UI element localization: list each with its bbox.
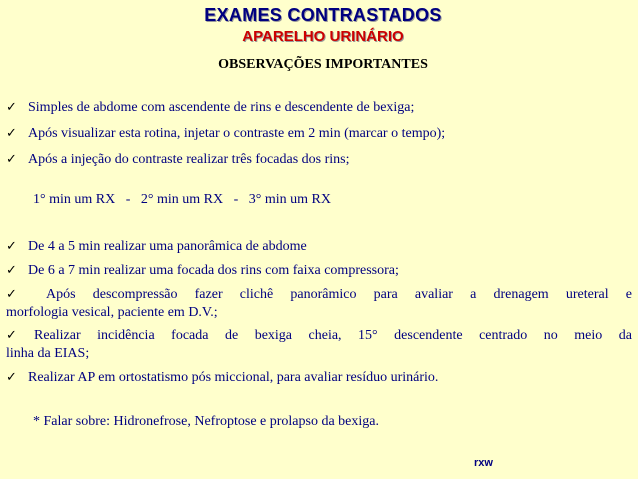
footnote: * Falar sobre: Hidronefrose, Nefroptose e prolapso da bexiga.: [33, 414, 380, 429]
bullet-text: Realizar incidência focada de bexiga cheia, 15° descendente centrado no meio da: [34, 328, 632, 343]
bullet-text: Após descompressão fazer clichê panorâmico para avaliar a drenagem ureteral e: [46, 287, 632, 302]
section-heading: OBSERVAÇÕES IMPORTANTES: [218, 57, 428, 72]
bullet-line-2: morfologia vesical, paciente em D.V.;: [6, 305, 218, 320]
bullet-text: Após a injeção do contraste realizar três focadas dos rins;: [28, 152, 350, 167]
bullet-item: [6, 238, 630, 256]
check-icon: ✓: [6, 328, 17, 343]
bullet-item: [6, 286, 632, 322]
slide-subtitle: APARELHO URINÁRIO: [242, 28, 404, 45]
check-icon: ✓: [6, 370, 17, 385]
author-signature: rxw: [474, 457, 493, 469]
check-icon: ✓: [6, 263, 17, 278]
check-icon: ✓: [6, 287, 17, 302]
bullet-line-1: [6, 286, 632, 304]
slide-title: EXAMES CONTRASTADOS: [204, 5, 442, 25]
bullet-text: Após visualizar esta rotina, injetar o contraste em 2 min (marcar o tempo);: [28, 126, 446, 141]
check-icon: ✓: [6, 152, 17, 167]
bullet-text: De 6 a 7 min realizar uma focada dos rins com faixa compressora;: [28, 263, 399, 278]
check-icon: ✓: [6, 239, 17, 254]
check-icon: ✓: [6, 126, 17, 141]
bullet-text: Simples de abdome com ascendente de rins e descendente de bexiga;: [28, 100, 415, 115]
bullet-text: De 4 a 5 min realizar uma panorâmica de abdome: [28, 239, 307, 254]
timing-line: 1° min um RX - 2° min um RX - 3° min um RX: [33, 192, 331, 207]
bullet-item: [6, 262, 630, 280]
bullet-item: [6, 125, 630, 143]
bullet-line-2: linha da EIAS;: [6, 346, 90, 361]
bullet-item: [6, 99, 630, 117]
bullet-line-1: [6, 327, 632, 345]
bullet-text: Realizar AP em ortostatismo pós miccional, para avaliar resíduo urinário.: [28, 370, 439, 385]
bullet-item: [6, 369, 630, 387]
bullet-item: [6, 151, 630, 169]
check-icon: ✓: [6, 100, 17, 115]
bullet-item: [6, 327, 632, 363]
